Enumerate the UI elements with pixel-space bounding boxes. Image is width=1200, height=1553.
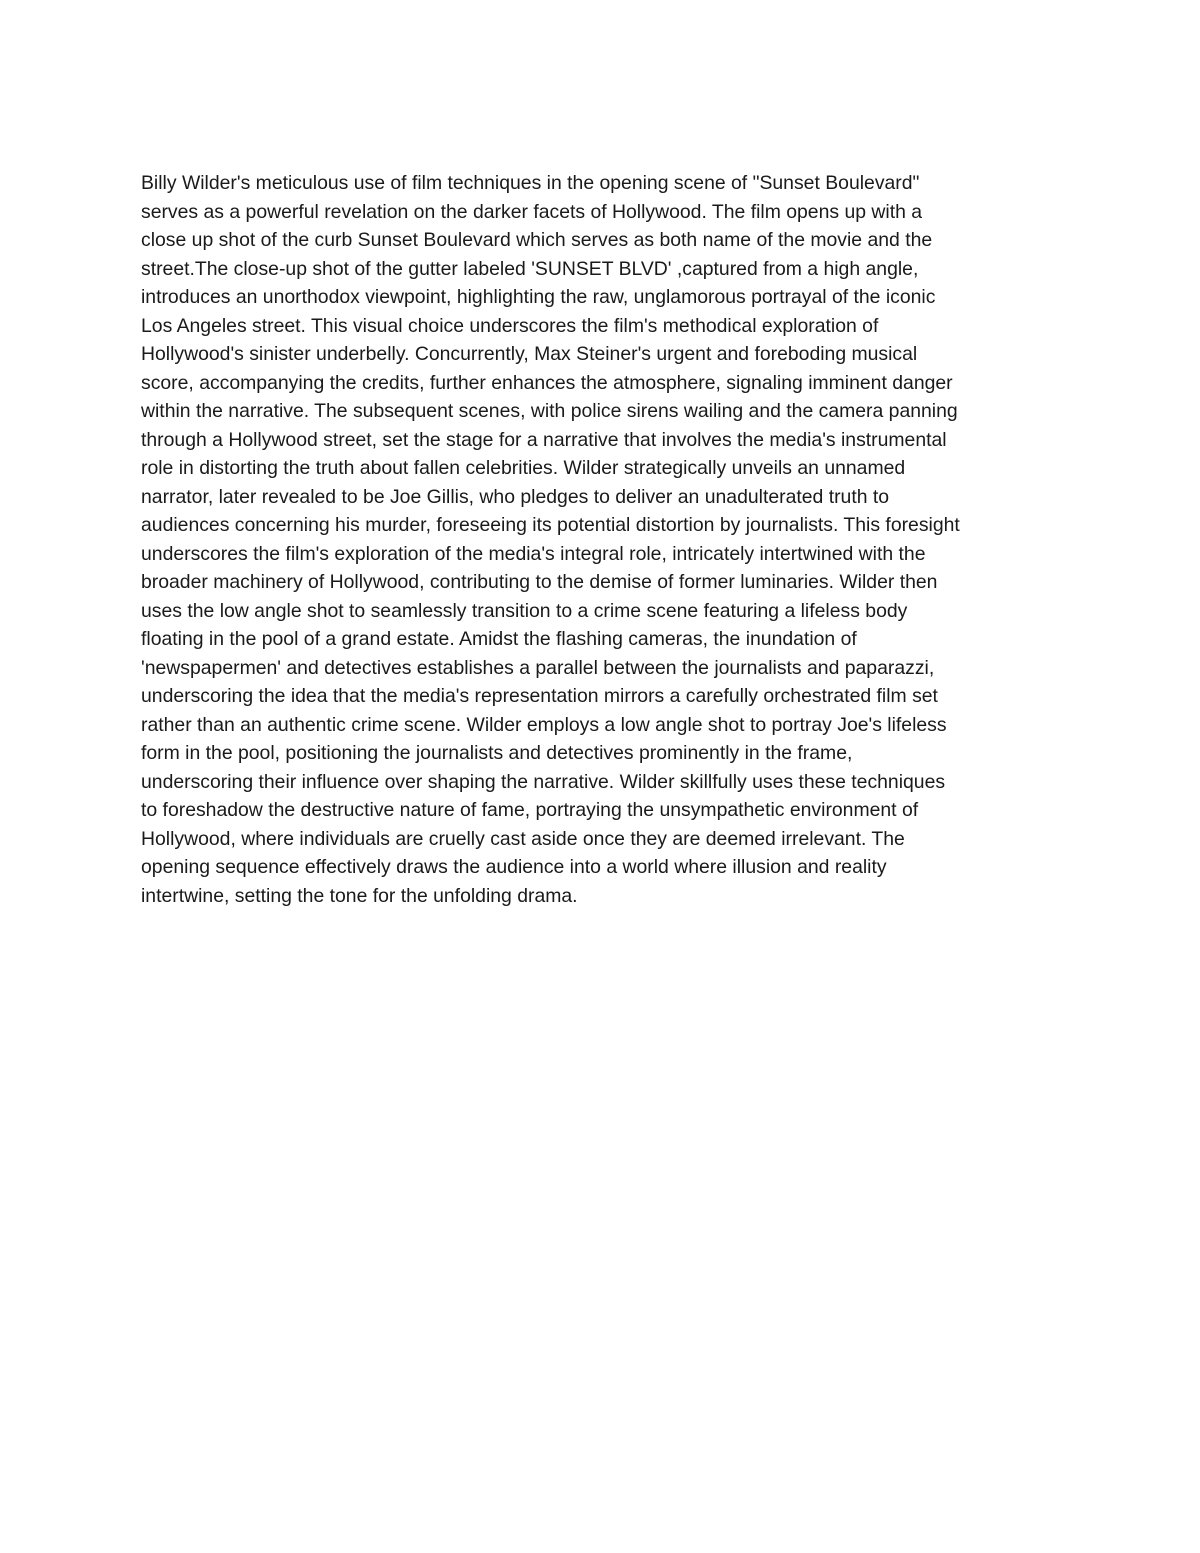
paragraph-line: Hollywood's sinister underbelly. Concurrently, Max Steiner's urgent and foreboding musical [141, 343, 918, 365]
paragraph-line: underscoring the idea that the media's representation mirrors a carefully orchestrated film set [141, 685, 938, 707]
paragraph-line: serves as a powerful revelation on the darker facets of Hollywood. The film opens up with a [141, 200, 923, 223]
paragraph-line: introduces an unorthodox viewpoint, highlighting the raw, unglamorous portrayal of the iconic [141, 286, 936, 308]
essay-paragraph [141, 169, 1071, 910]
paragraph-line: Los Angeles street. This visual choice underscores the film's methodical exploration of [141, 314, 879, 337]
paragraph-line: broader machinery of Hollywood, contributing to the demise of former luminaries. Wilder then [141, 571, 938, 593]
paragraph-line: rather than an authentic crime scene. Wilder employs a low angle shot to portray Joe's lifeless [141, 713, 947, 736]
paragraph-line: to foreshadow the destructive nature of fame, portraying the unsympathetic environment of [141, 799, 919, 821]
paragraph-line: audiences concerning his murder, foreseeing its potential distortion by journalists. This foresight [141, 514, 960, 536]
paragraph-line: role in distorting the truth about fallen celebrities. Wilder strategically unveils an unnamed [141, 457, 906, 479]
paragraph-line: 'newspapermen' and detectives establishes a parallel between the journalists and paparazzi, [141, 656, 935, 679]
paragraph-line: within the narrative. The subsequent scenes, with police sirens wailing and the camera panning [141, 400, 958, 422]
paragraph-line: form in the pool, positioning the journalists and detectives prominently in the frame, [141, 742, 853, 764]
paragraph-line: floating in the pool of a grand estate. Amidst the flashing cameras, the inundation of [141, 628, 857, 650]
paragraph-line: narrator, later revealed to be Joe Gillis, who pledges to deliver an unadulterated truth to [141, 485, 890, 508]
paragraph-line: close up shot of the curb Sunset Boulevard which serves as both name of the movie and the [141, 229, 933, 251]
paragraph-line: street.The close-up shot of the gutter labeled 'SUNSET BLVD' ,captured from a high angle, [141, 257, 919, 280]
paragraph-line: uses the low angle shot to seamlessly transition to a crime scene featuring a lifeless body [141, 599, 908, 622]
paragraph-line: through a Hollywood street, set the stage for a narrative that involves the media's instrumental [141, 428, 947, 451]
paragraph-line: underscores the film's exploration of the media's integral role, intricately intertwined with the [141, 542, 926, 565]
paragraph-line: underscoring their influence over shaping the narrative. Wilder skillfully uses these techniques [141, 770, 946, 793]
paragraph-line: score, accompanying the credits, further enhances the atmosphere, signaling imminent danger [141, 371, 953, 394]
paragraph-line: Billy Wilder's meticulous use of film techniques in the opening scene of "Sunset Boulevard" [141, 172, 920, 194]
paragraph-line: opening sequence effectively draws the audience into a world where illusion and reality [141, 856, 887, 878]
paragraph-line: Hollywood, where individuals are cruelly cast aside once they are deemed irrelevant. The [141, 827, 905, 850]
paragraph-line: intertwine, setting the tone for the unfolding drama. [141, 884, 578, 907]
